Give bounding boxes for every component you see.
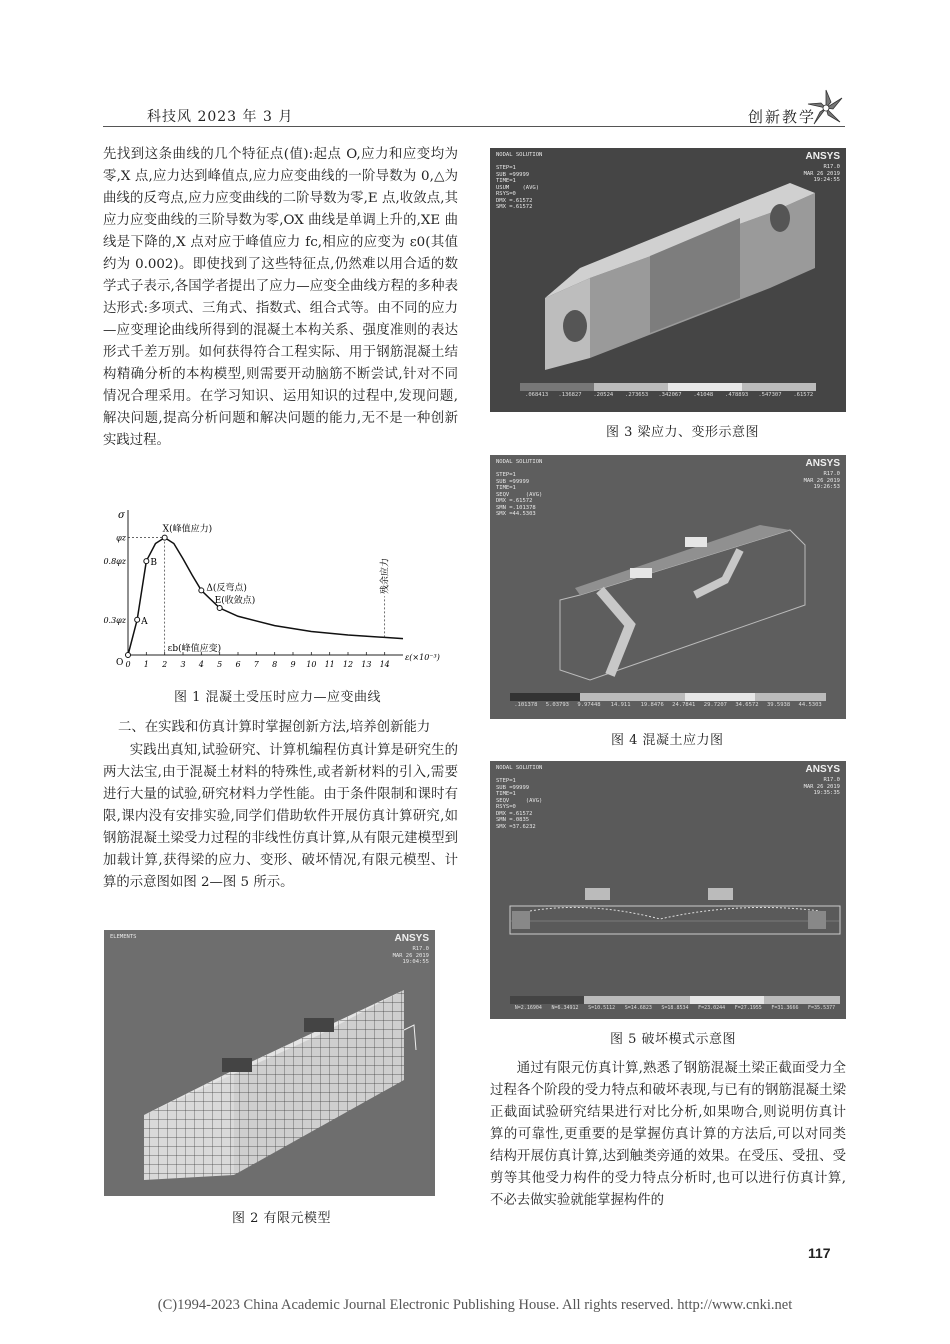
x-tick-label: 11: [324, 660, 335, 669]
fig5-stamp: R17.0 MAR 26 2019 19:35:35: [803, 777, 840, 796]
header-rule: [103, 126, 845, 127]
point-label-B: B: [150, 558, 157, 569]
x-tick-label: 9: [290, 660, 296, 669]
left-paragraph-1: 先找到这条曲线的几个特征点(值):起点 O,应力和应变均为零,X 点,应力达到峰值点,应力应变曲线的一阶导数为 0,△为曲线的反弯点,应力应变曲线的二阶导数为零,E 点,收敛点,其应力应变曲线的三阶导数为零,OX 曲线是单调上升的,XE 曲线是下降的,X 点对应于峰值应力 fc,相应的应变为 ε0(其值约为 0.002)。即使找到了这些特征点,仍然难以用合适的数学式子表示,各国学者提出了应力—应变全曲线方程的多种表达形式:多项式、三角式、指数式、组合式等。由不同的应力—应变理论曲线所得到的混凝土本构关系、强度准则的表达形式千差万别。如何获得符合工程实际、用于钢筋混凝土结构精确分析的本构模型,则需要开动脑筋不断尝试,针对不同情况合理采用。在学习知识、运用知识的过程中,发现问题,解决问题,提高分析问题和解决问题的能力,无不是一种创新实践过程。: [103, 147, 458, 448]
legend-value: .61572: [793, 392, 814, 398]
fig2-stamp: R17.0 MAR 26 2019 19:04:55: [392, 946, 429, 965]
point-O: [126, 653, 131, 658]
point-X: [162, 535, 167, 540]
legend-value: 29.7207: [703, 702, 727, 708]
point-label-D: Δ(反弯点): [206, 583, 247, 594]
figure-3-caption: 图 3 梁应力、变形示意图: [606, 425, 760, 440]
legend-value: S=18.8534: [661, 1005, 689, 1011]
legend-value: 39.5938: [766, 702, 791, 708]
x-tick-label: 8: [272, 660, 278, 669]
residual-label: 残余应力: [380, 557, 391, 594]
legend-value: S=14.6823: [624, 1005, 652, 1011]
legend-value: .342067: [658, 392, 682, 398]
point-label-A: A: [141, 616, 148, 627]
x-tick-label: 7: [253, 660, 259, 669]
journal-header: 科技风 2023 年 3 月: [147, 109, 294, 125]
deformed-beam: [490, 148, 846, 412]
y-axis-label: σ: [118, 510, 125, 521]
y-tick-label: 0.3φz: [103, 615, 126, 625]
x-tick-label: 12: [342, 660, 354, 669]
x-tick-label: 5: [217, 660, 223, 669]
page-number: 117: [808, 1245, 831, 1261]
figure-5-caption: 图 5 破坏模式示意图: [610, 1032, 737, 1047]
y-tick-label: 0.8φz: [103, 557, 126, 567]
figure-5-failure-mode: [490, 761, 846, 1019]
legend-value: .136827: [558, 392, 582, 398]
legend-value: .478893: [725, 392, 749, 398]
fig2-info: ELEMENTS: [110, 934, 137, 940]
fig3-info: NODAL SOLUTION STEP=1 SUB =99999 TIME=1 USUM (AVG) RSYS=0 DMX =.61572 SMX =.61572: [496, 152, 543, 210]
y-tick-label: φz: [116, 533, 126, 543]
fig4-info: NODAL SOLUTION STEP=1 SUB =99999 TIME=1 SEQV (AVG) DMX =.61572 SMN =.101378 SMX =44.5303: [496, 459, 543, 517]
point-label-E: E(收敛点): [214, 596, 256, 607]
x-tick-label: 0: [125, 660, 131, 669]
legend-value: .101378: [514, 702, 538, 708]
x-tick-label: 14: [379, 660, 390, 669]
point-A: [135, 617, 140, 622]
fig5-info: NODAL SOLUTION STEP=1 SUB =99999 TIME=1 SEQV (AVG) RSYS=0 DMX =.61572 SMN =.0835 SMX =37.6232: [496, 765, 543, 830]
legend-value: 19.8476: [640, 702, 664, 708]
point-B: [144, 559, 149, 564]
concrete-stress-beam: [490, 455, 846, 719]
legend-value: S=10.5112: [588, 1005, 616, 1011]
fig4-legend: [510, 702, 826, 708]
fig5-legend: [510, 1005, 840, 1011]
point-label-O: O: [116, 658, 124, 668]
point-label-X: X(峰值应力): [162, 524, 213, 535]
legend-value: 24.7841: [672, 702, 696, 708]
point-E: [217, 606, 222, 611]
x-tick-label: 4: [198, 660, 204, 669]
x-tick-label: 13: [361, 660, 372, 669]
x-tick-label: 10: [306, 660, 317, 669]
x-tick-label: 2: [162, 660, 168, 669]
point-D: [199, 588, 204, 593]
legend-value: .41048: [693, 392, 714, 398]
fig3-ansys-logo: ANSYS: [805, 151, 840, 162]
legend-value: 5.03793: [545, 702, 569, 708]
x-tick-label: 3: [180, 660, 186, 669]
legend-value: .20524: [593, 392, 614, 398]
right-paragraph-1: 通过有限元仿真计算,熟悉了钢筋混凝土梁正截面受力全过程各个阶段的受力特点和破坏表现,与已有的钢筋混凝土梁正截面试验研究结果进行对比分析,如果吻合,则说明仿真计算的可靠性,更重要的是掌握仿真计算的方法后,可以对同类结构开展仿真计算,达到触类旁通的效果。在受压、受扭、受剪等其他受力构件的受力特点分析时,也可以进行仿真计算,不必去做实验就能掌握构件的: [490, 1061, 846, 1208]
figure-3-beam-stress: [490, 148, 846, 412]
legend-value: F=27.1955: [734, 1005, 762, 1011]
figure-1-caption: 图 1 混凝土受压时应力—应变曲线: [174, 690, 382, 705]
legend-value: F=31.3666: [771, 1005, 799, 1011]
figure-2-caption: 图 2 有限元模型: [232, 1211, 332, 1226]
legend-value: .547307: [758, 392, 782, 398]
copyright-footer: (C)1994-2023 China Academic Journal Electronic Publishing House. All rights reserved. http://www.cnki.net: [157, 1297, 793, 1313]
peak-strain-label: εb(峰值应变): [167, 644, 222, 654]
x-tick-label: 6: [235, 660, 241, 669]
section-header: 创新教学: [748, 108, 817, 126]
fig2-ansys-logo: ANSYS: [394, 933, 429, 944]
legend-value: 34.6572: [735, 702, 759, 708]
x-axis-label: ε(×10⁻³): [405, 653, 440, 662]
figure-4-concrete-stress: [490, 455, 846, 719]
legend-value: .273653: [625, 392, 649, 398]
fig4-ansys-logo: ANSYS: [805, 458, 840, 469]
x-tick-label: 1: [143, 660, 149, 669]
figure-2-fe-model: [104, 930, 435, 1196]
fig3-legend: [520, 392, 820, 398]
failure-mode-beam: [490, 761, 846, 1019]
fig5-ansys-logo: ANSYS: [805, 764, 840, 775]
fe-mesh-beam: [104, 930, 435, 1196]
legend-value: F=35.5377: [808, 1005, 836, 1011]
left-paragraph-2: 实践出真知,试验研究、计算机编程仿真计算是研究生的两大法宝,由于混凝土材料的特殊性,或者新材料的引入,需要进行大量的试验,研究材料力学性能。由于条件限制和课时有限,课内没有安排实验,同学们借助软件开展仿真计算研究,如钢筋混凝土梁受力过程的非线性仿真计算,从有限元建模型到加载计算,获得梁的应力、变形、破坏情况,有限元模型、计算的示意图如图 2—图 5 所示。: [103, 743, 458, 890]
legend-value: F=23.0244: [698, 1005, 726, 1011]
journal-logo-icon: [806, 88, 846, 128]
legend-value: N=6.34912: [551, 1005, 579, 1011]
legend-value: N=2.16904: [514, 1005, 542, 1011]
stress-strain-curve: [128, 538, 403, 655]
legend-value: 14.911: [610, 702, 631, 708]
fig3-stamp: R17.0 MAR 26 2019 19:24:55: [803, 164, 840, 183]
section-heading: 二、在实践和仿真计算时掌握创新方法,培养创新能力: [118, 720, 431, 735]
legend-value: .068413: [525, 392, 549, 398]
fig4-stamp: R17.0 MAR 26 2019 19:26:53: [803, 471, 840, 490]
legend-value: 9.97448: [577, 702, 601, 708]
stress-strain-chart: [103, 505, 448, 685]
figure-4-caption: 图 4 混凝土应力图: [611, 733, 724, 748]
legend-value: 44.5303: [798, 702, 822, 708]
